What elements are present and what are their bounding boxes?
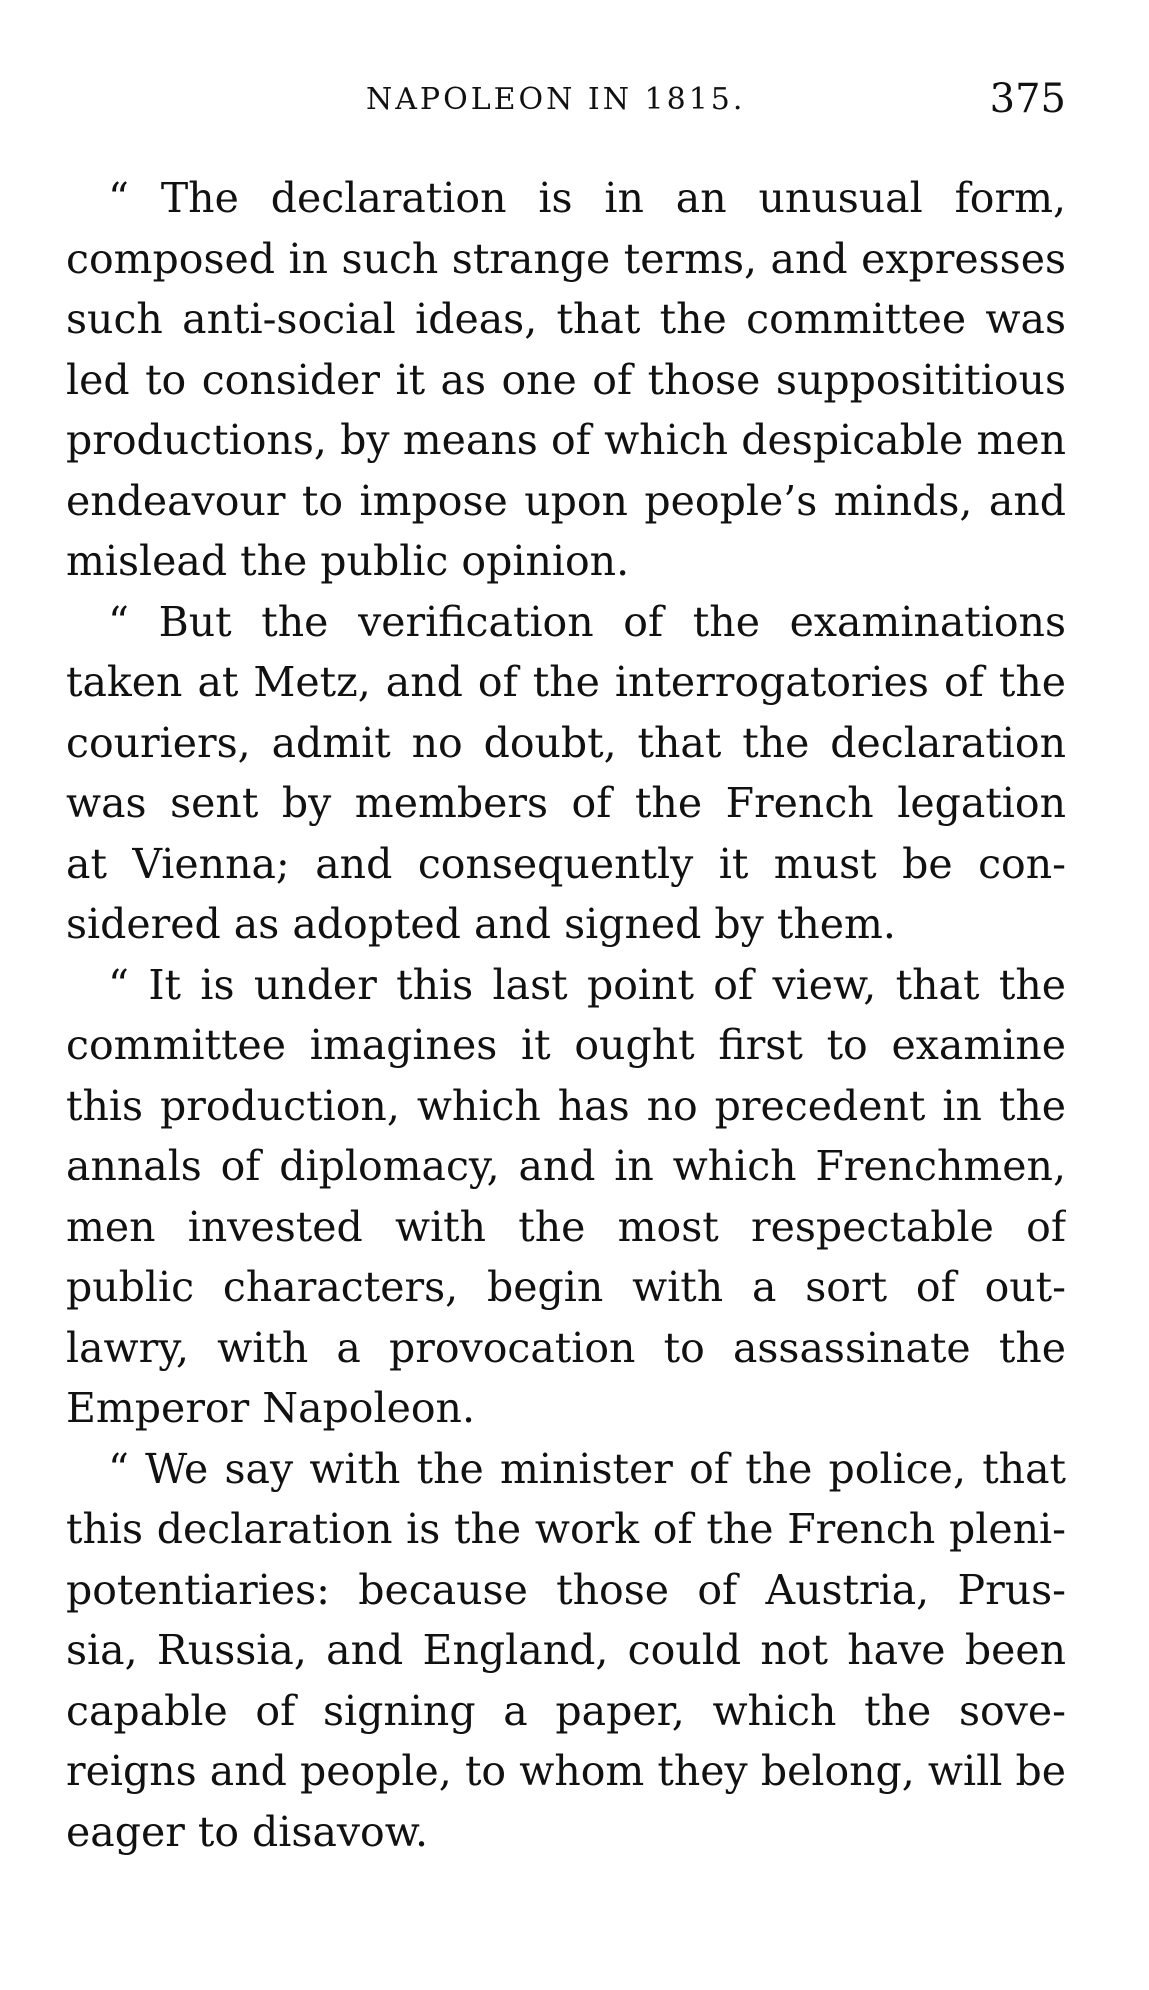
text-line: endeavour to impose upon people’s minds, and <box>66 476 1066 525</box>
text-line: led to consider it as one of those supposititious <box>66 355 1066 404</box>
text-line: this production, which has no precedent in the <box>66 1081 1066 1130</box>
text-line: at Vienna; and consequently it must be con- <box>66 839 1066 888</box>
text-line: couriers, admit no doubt, that the declaration <box>66 718 1066 767</box>
page-number: 375 <box>989 76 1066 122</box>
text-line: productions, by means of which despicable men <box>66 416 1066 464</box>
text-line: “ We say with the minister of the police, that <box>108 1444 1066 1493</box>
text-line: “ But the verification of the examinations <box>108 597 1066 646</box>
text-line: capable of signing a paper, which the sove- <box>66 1686 1066 1735</box>
text-line: annals of diplomacy, and in which Frenchmen, <box>66 1142 1066 1190</box>
text-line: “ The declaration is in an unusual form, <box>108 174 1066 222</box>
body-text <box>66 168 1066 1862</box>
text-line: “ It is under this last point of view, that the <box>108 960 1066 1009</box>
text-line: Emperor Napoleon. <box>66 1384 475 1432</box>
running-head <box>66 76 1066 142</box>
text-line: lawry, with a provocation to assassinate the <box>66 1323 1066 1372</box>
text-line: mislead the public opinion. <box>66 537 630 585</box>
text-line: potentiaries: because those of Austria, Prus- <box>66 1565 1066 1614</box>
text-line: men invested with the most respectable of <box>66 1202 1066 1251</box>
text-line: committee imagines it ought first to examine <box>66 1021 1066 1069</box>
running-title: NAPOLEON IN 1815. <box>366 82 746 117</box>
text-line: composed in such strange terms, and expresses <box>66 234 1066 283</box>
text-line: sidered as adopted and signed by them. <box>66 900 896 948</box>
text-line: public characters, begin with a sort of out- <box>66 1263 1066 1311</box>
text-line: was sent by members of the French legation <box>66 779 1066 827</box>
text-line: sia, Russia, and England, could not have been <box>66 1626 1066 1674</box>
text-line: this declaration is the work of the French pleni- <box>66 1505 1066 1553</box>
text-line: taken at Metz, and of the interrogatories of the <box>66 658 1066 706</box>
text-line: eager to disavow. <box>66 1807 428 1856</box>
text-line: such anti-social ideas, that the committee was <box>66 295 1066 343</box>
text-line: reigns and people, to whom they belong, will be <box>66 1747 1066 1795</box>
